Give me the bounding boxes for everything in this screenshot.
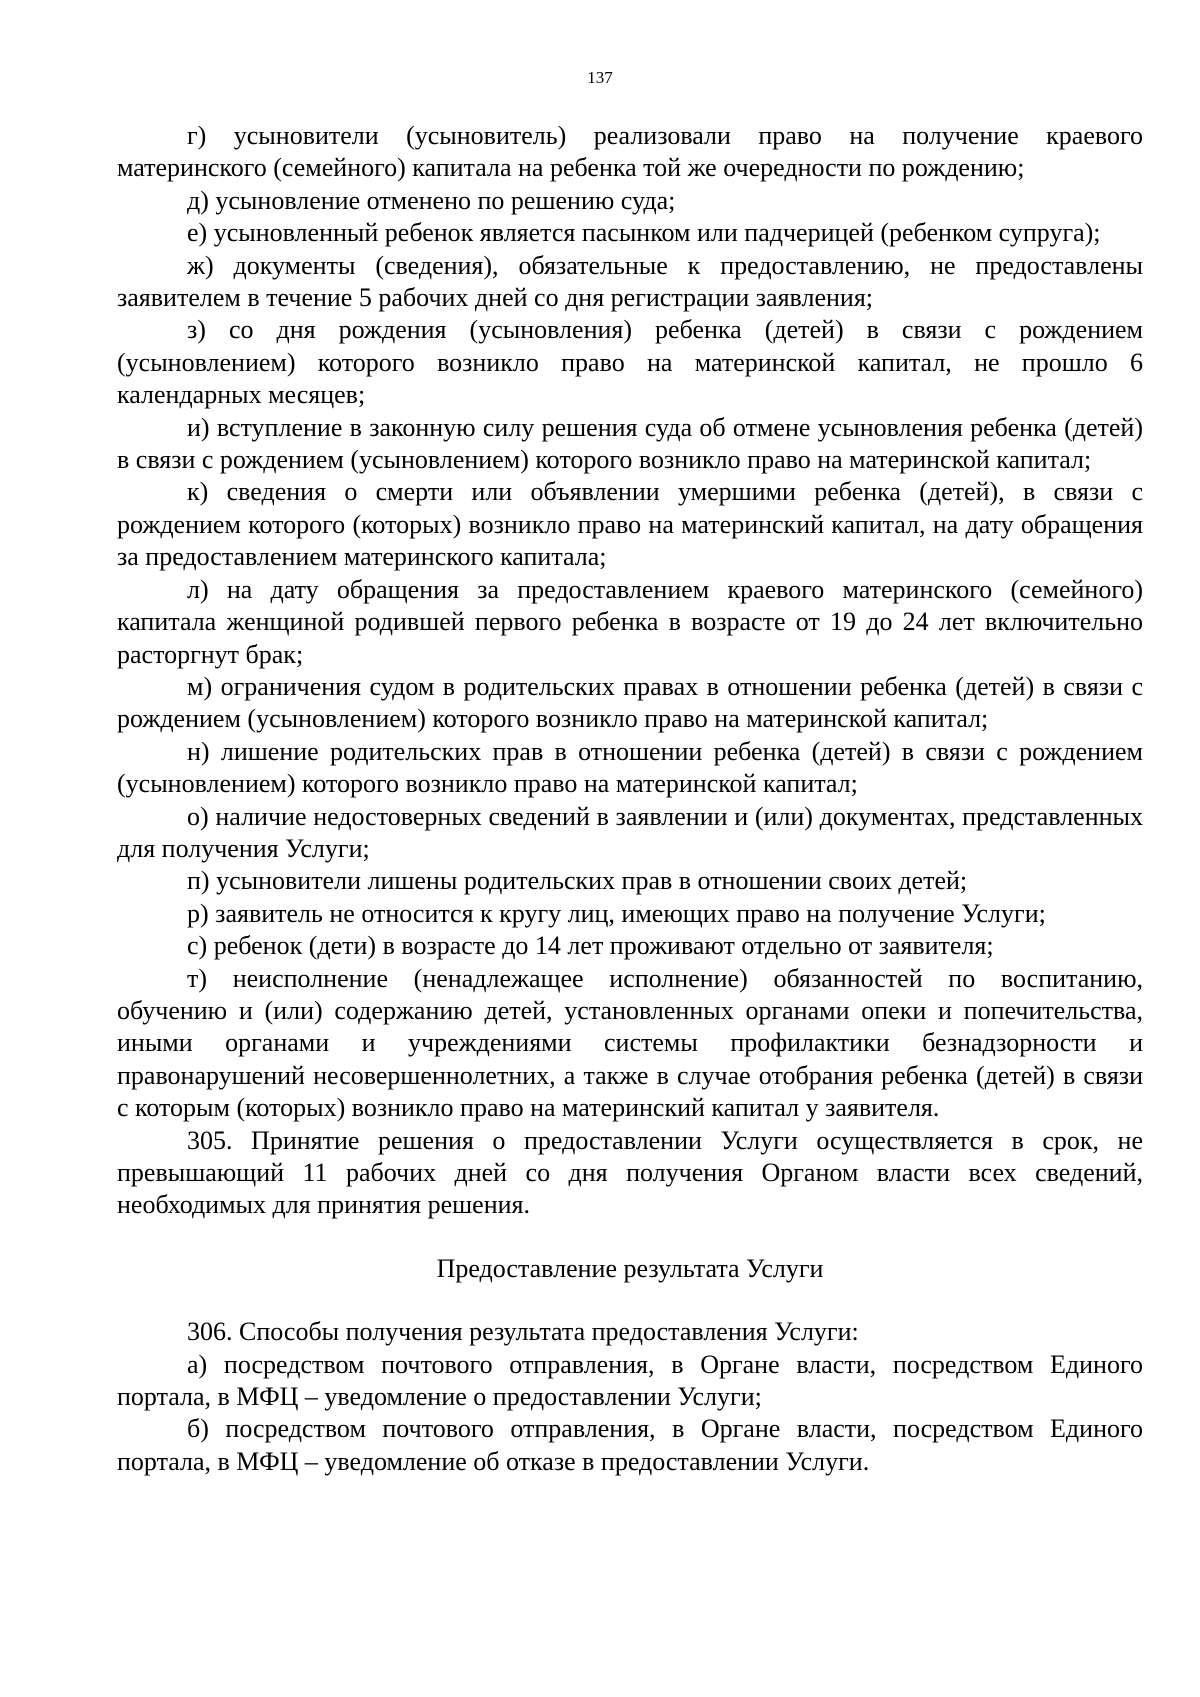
list-item-s	[117, 930, 1143, 962]
item-text: посредством почтового отправления, в Органе власти, посредством Единого портала, в МФЦ – уведомление об отказе в предоставлении Услуги.	[117, 1414, 1143, 1476]
item-text: вступление в законную силу решения суда об отмене усыновления ребенка (детей) в связи с рождением (усыновлением) которого возникло право на материнской капитал;	[117, 412, 1143, 475]
list-item-o	[117, 801, 1143, 866]
item-label: ж)	[187, 250, 214, 280]
list-item-m	[117, 671, 1143, 736]
item-text: документы (сведения), обязательные к предоставлению, не предоставлены заявителем в течение 5 рабочих дней со дня регистрации заявления;	[117, 250, 1143, 313]
page-content	[117, 120, 1143, 1478]
list-item-p	[117, 865, 1143, 897]
paragraph-305: 305. Принятие решения о предоставлении Услуги осуществляется в срок, не превышающий 11 рабочих дней со дня получения Органом власти всех сведений, необходимых для принятия решения.	[117, 1125, 1143, 1220]
item-text: усыновители лишены родительских прав в отношении своих детей;	[216, 866, 968, 896]
item-text: усыновленный ребенок является пасынком или падчерицей (ребенком супруга);	[213, 218, 1101, 248]
item-label: б)	[187, 1414, 209, 1444]
item-text: сведения о смерти или объявлении умершими ребенка (детей), в связи с рождением которого (которых) возникло право на материнский капитал, на дату обращения за предоставлением материнского капитала;	[117, 477, 1143, 572]
list-item-k	[117, 476, 1143, 573]
item-label: к)	[187, 477, 209, 507]
item-label: л)	[187, 574, 209, 604]
item-label: д)	[187, 185, 209, 215]
item-label: е)	[187, 218, 208, 248]
item-label: т)	[187, 963, 208, 993]
item-text: усыновление отменено по решению суда;	[215, 185, 676, 215]
item-label: р)	[187, 898, 209, 928]
list-item-z	[117, 314, 1143, 411]
item-text: ребенок (дети) в возрасте до 14 лет проживают отдельно от заявителя;	[213, 931, 994, 961]
item-text: на дату обращения за предоставлением краевого материнского (семейного) капитала женщиной родившей первого ребенка в возрасте от 19 до 24 лет включительно расторгнут брак;	[117, 574, 1143, 669]
list-item-n	[117, 736, 1143, 801]
item-label: с)	[187, 931, 208, 961]
item-label: и)	[187, 412, 210, 442]
item-label: н)	[187, 736, 210, 766]
list-item-g	[117, 120, 1143, 185]
item-label: о)	[187, 801, 209, 831]
list-item-l	[117, 574, 1143, 671]
item-label: п)	[187, 866, 210, 896]
list-item-b	[117, 1413, 1143, 1478]
section-heading: Предоставление результата Услуги	[436, 1253, 824, 1283]
item-text: ограничения судом в родительских правах в отношении ребенка (детей) в связи с рождением (усыновлением) которого возникло право на материнской капитал;	[117, 671, 1143, 734]
paragraph-306: 306. Способы получения результата предоставления Услуги:	[187, 1317, 859, 1347]
item-label: а)	[187, 1349, 208, 1379]
item-text: усыновители (усыновитель) реализовали право на получение краевого материнского (семейного) капитала на ребенка той же очередности по рождению;	[117, 121, 1144, 183]
item-text: заявитель не относится к кругу лиц, имеющих право на получение Услуги;	[215, 898, 1046, 928]
item-text: наличие недостоверных сведений в заявлении и (или) документах, представленных для получения Услуги;	[117, 801, 1144, 863]
item-label: г)	[187, 121, 207, 150]
item-text: неисполнение (ненадлежащее исполнение) обязанностей по воспитанию, обучению и (или) содержанию детей, установленных органами опеки и попечительства, иными органами и учреждениями системы профилактики безнадзорности и правонарушений несовершеннолетних, а также в случае отобрания ребенка (детей) в связи с которым (которых) возникло право на материнский капитал у заявителя.	[117, 963, 1143, 1123]
list-item-t	[117, 963, 1143, 1125]
list-item-e	[117, 217, 1143, 249]
list-item-i	[117, 412, 1143, 477]
item-text: со дня рождения (усыновления) ребенка (детей) в связи с рождением (усыновлением) которого возникло право на материнской капитал, не прошло 6 календарных месяцев;	[117, 315, 1144, 410]
item-label: з)	[187, 315, 206, 345]
list-item-r	[117, 898, 1143, 930]
list-item-a	[117, 1349, 1143, 1414]
page-number: 137	[587, 68, 613, 87]
list-item-d	[117, 185, 1143, 217]
item-label: м)	[187, 671, 213, 701]
list-item-zh	[117, 250, 1143, 315]
item-text: лишение родительских прав в отношении ребенка (детей) в связи с рождением (усыновлением) которого возникло право на материнской капитал;	[117, 736, 1143, 799]
item-text: посредством почтового отправления, в Органе власти, посредством Единого портала, в МФЦ – уведомление о предоставлении Услуги;	[117, 1349, 1143, 1412]
